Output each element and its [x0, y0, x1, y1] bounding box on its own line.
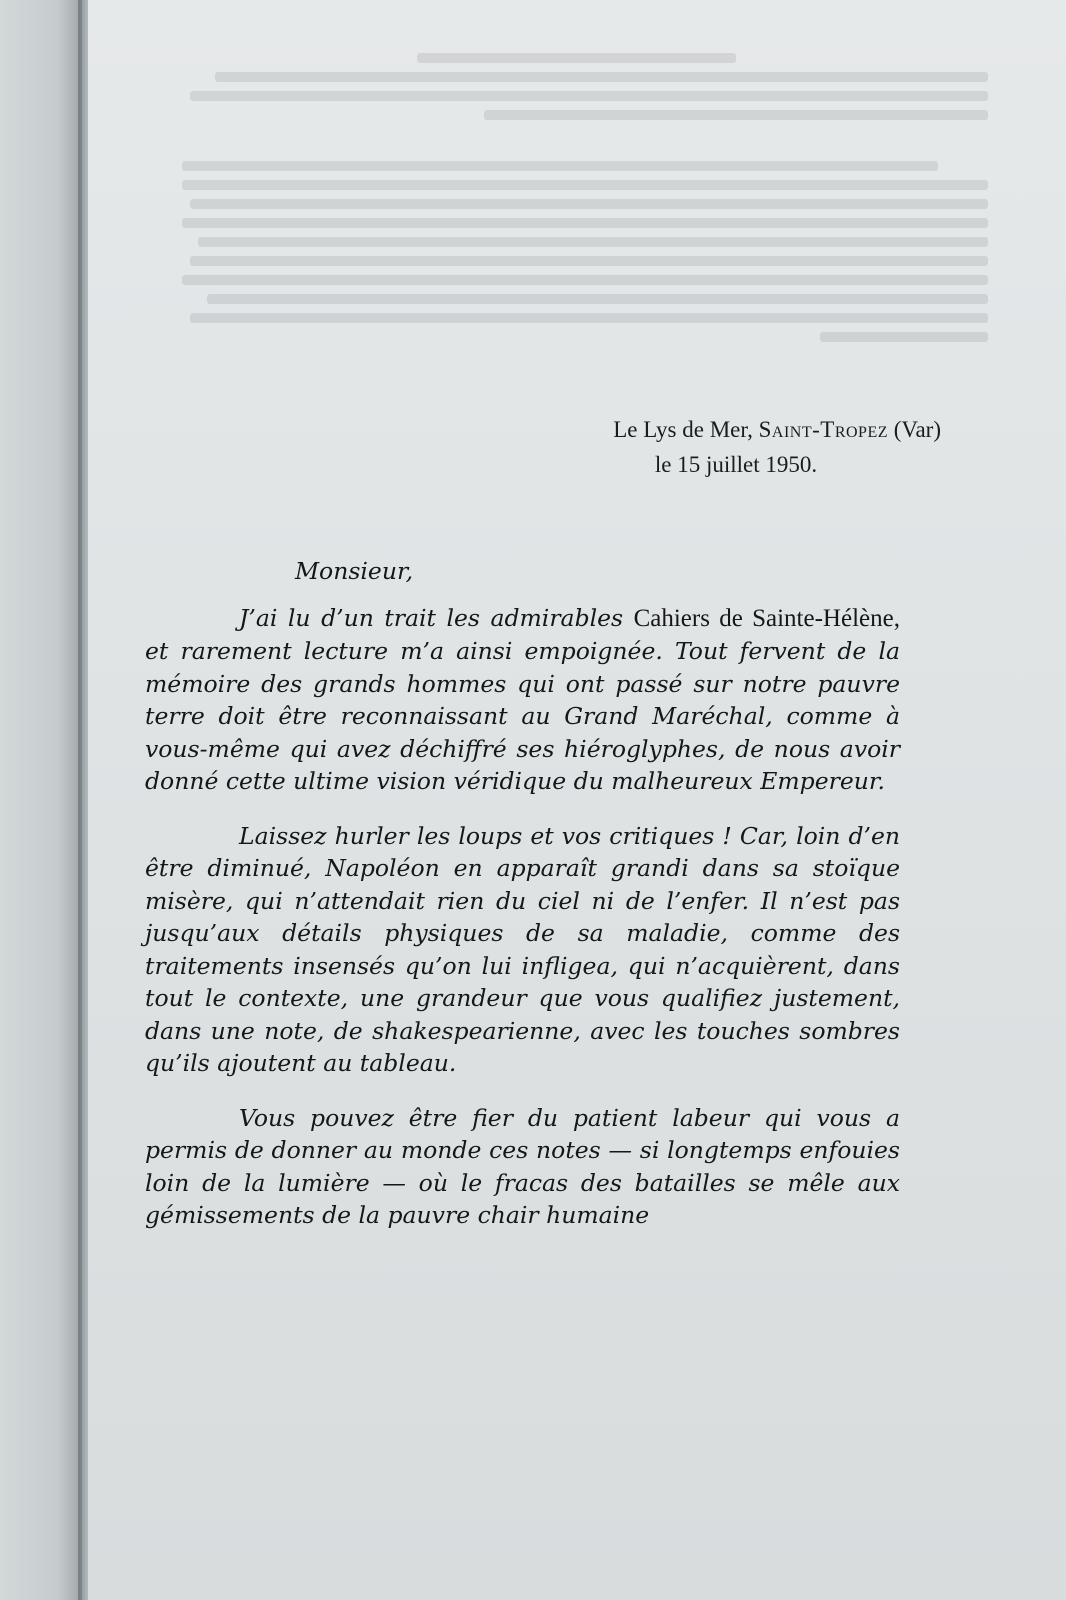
show-through-text [148, 45, 988, 351]
letter-place [421, 412, 941, 447]
salutation: Monsieur, [295, 557, 414, 585]
place-prefix: Le Lys de Mer, [613, 417, 753, 442]
paragraph-2: Laissez hurler les loups et vos critiques ! Car, loin d’en être diminué, Napoléon en apparaît grandi dans sa stoïque misère, qui n’attendait rien du ciel ni de l’enfer. Il n’est pas jusqu’aux détails physiques de sa maladie, comme des traitements insensés qu’on lui infligea, qui n’acquièrent, dans tout le contexte, une grandeur que vous qualifiez justement, dans une note, de shakespearienne, avec les touches sombres qu’ils ajoutent au tableau. [145, 821, 900, 1077]
paragraph-3: Vous pouvez être fier du patient labeur qui vous a permis de donner au monde ces notes — si longtemps enfouies loin de la lumière — où le fracas des batailles se mêle aux gémissements de la pauvre chair humaine [145, 1103, 900, 1229]
letter-date: le 15 juillet 1950. [654, 452, 818, 477]
place-town: Saint-Tropez [758, 417, 888, 442]
book-page [88, 0, 1066, 1600]
paragraph-1-rest: et rarement lecture m’a ainsi empoignée. Tout fervent de la mémoire des grands hommes qui ont passé sur notre pauvre terre doit être reconnaissant au Grand Maréchal, comme à vous-même qui avez déchiffré ses hiéroglyphes, de nous avoir donné cette ultime vision véridique du malheureux Empereur. [145, 637, 900, 795]
place-region: (Var) [893, 417, 941, 442]
paragraph-1-opening: J’ai lu d’un trait les admirables [239, 603, 624, 632]
letter-header [421, 412, 941, 482]
paragraph-1 [145, 602, 900, 798]
book-title: Cahiers de Sainte-Hélène, [633, 604, 900, 632]
letter-body [145, 555, 900, 1254]
facing-page-edge [0, 0, 82, 1600]
